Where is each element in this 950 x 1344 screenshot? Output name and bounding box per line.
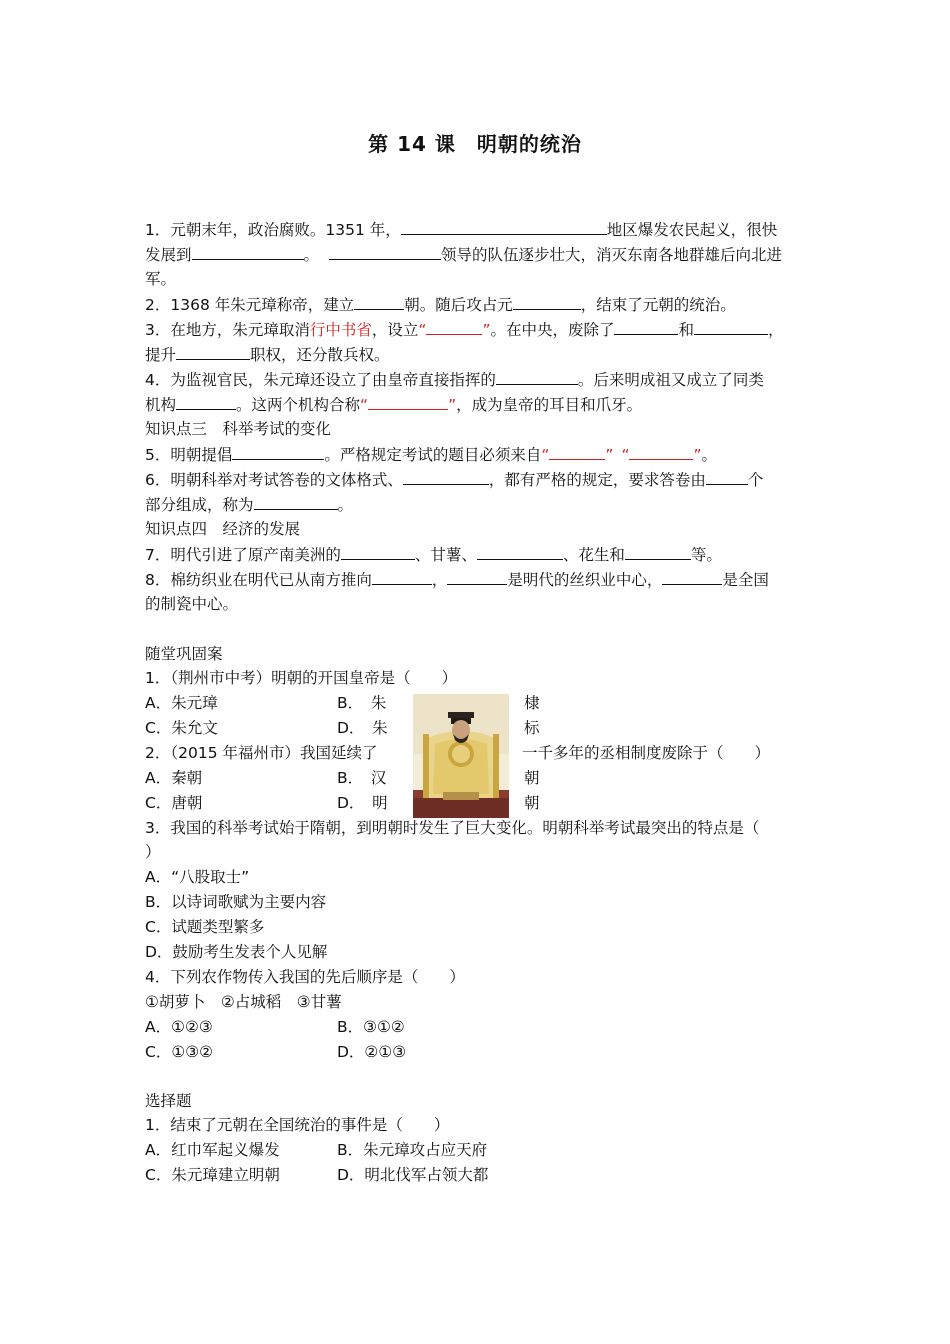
blank[interactable] [706,467,748,485]
option-c[interactable]: C．试题类型繁多 [145,918,265,936]
option-d-tail: 朝 [524,794,540,812]
option-b[interactable]: B．以诗词歌赋为主要内容 [145,893,327,911]
option-d[interactable]: D．②①③ [337,1043,407,1061]
option-b[interactable]: B． 汉 [337,769,387,787]
option-d[interactable]: D． 明 [337,794,388,812]
blank[interactable] [232,442,324,460]
option-a[interactable]: A．①②③ [145,1018,213,1036]
practice-q1-stem: 1．（荆州市中考）明朝的开国皇帝是（ ） [145,669,458,687]
section-heading: 知识点三 科举考试的变化 [145,420,332,438]
q1-line3: 军。 [145,270,177,288]
blank[interactable] [368,392,448,410]
option-b-tail: 棣 [524,694,540,712]
q3-line2: 提升 职权，还分散兵权。 [145,342,390,366]
blank[interactable] [496,367,578,385]
option-b[interactable]: B．朱元璋攻占应天府 [337,1141,488,1159]
choice-q1-stem: 1．结束了元朝在全国统治的事件是（ ） [145,1116,450,1134]
choice-heading: 选择题 [145,1092,192,1110]
blank[interactable] [341,542,415,560]
option-c[interactable]: C．唐朝 [145,794,203,812]
q6-line1: 6．明朝科举对考试答卷的文体格式、 ，都有严格的规定，要求答卷由 个 [145,467,763,491]
q3-line1: 3．在地方，朱元璋取消行中书省，设立“ ”。在中央，废除了 和 ， [145,317,784,341]
q1-line2: 发展到 。 领导的队伍逐步壮大，消灭东南各地群雄后向北进 [145,242,782,266]
practice-q3-stem: 3．我国的科举考试始于隋朝，到明朝时发生了巨大变化。明朝科举考试最突出的特点是（ [145,819,760,837]
blank[interactable] [354,292,404,310]
blank[interactable] [176,392,236,410]
option-d[interactable]: D． 朱 [337,719,388,737]
option-c[interactable]: C．朱允文 [145,719,218,737]
blank[interactable] [662,567,722,585]
blank[interactable] [629,442,693,460]
blank[interactable] [447,567,507,585]
option-c[interactable]: C．朱元璋建立明朝 [145,1166,280,1184]
q7-line: 7．明代引进了原产南美洲的 、甘薯、 、花生和 等。 [145,542,722,566]
blank[interactable] [513,292,581,310]
option-a[interactable]: A．“八股取士” [145,868,250,886]
blank[interactable] [477,542,563,560]
emperor-portrait-image [413,694,509,818]
practice-q4-items: ①胡萝卜 ②占城稻 ③甘薯 [145,993,342,1011]
blank[interactable] [176,342,250,360]
practice-q4-stem: 4．下列农作物传入我国的先后顺序是（ ） [145,968,465,986]
practice-q2-stem-tail: 一千多年的丞相制度废除于（ ） [522,744,771,762]
q8-line2: 的制瓷中心。 [145,595,239,613]
blank[interactable] [403,467,489,485]
blank[interactable] [329,242,441,260]
option-b-tail: 朝 [524,769,540,787]
blank[interactable] [372,567,432,585]
q4-line1: 4．为监视官民，朱元璋还设立了由皇帝直接指挥的 。后来明成祖又成立了同类 [145,367,764,391]
blank[interactable] [549,442,605,460]
blank[interactable] [192,242,304,260]
practice-q2-stem: 2．（2015 年福州市）我国延续了 [145,744,378,762]
q6-line2: 部分组成，称为 。 [145,492,353,516]
option-a[interactable]: A．朱元璋 [145,694,218,712]
blank[interactable] [625,542,691,560]
page-title: 第 14 课 明朝的统治 [368,132,582,156]
practice-heading: 随堂巩固案 [145,645,223,663]
option-b[interactable]: B．③①② [337,1018,405,1036]
option-b[interactable]: B． 朱 [337,694,387,712]
section-heading: 知识点四 经济的发展 [145,520,301,538]
blank[interactable] [614,317,678,335]
option-d[interactable]: D．鼓励考生发表个人见解 [145,943,328,961]
blank[interactable] [694,317,768,335]
blank[interactable] [401,217,607,235]
option-a[interactable]: A．秦朝 [145,769,203,787]
q1-line1: 1．元朝末年，政治腐败。1351 年， 地区爆发农民起义，很快 [145,217,777,241]
q5-line: 5．明朝提倡 。严格规定考试的题目必须来自“ ” “ ”。 [145,442,717,466]
option-a[interactable]: A．红巾军起义爆发 [145,1141,280,1159]
blank[interactable] [426,317,482,335]
option-d[interactable]: D．明北伐军占领大都 [337,1166,489,1184]
blank[interactable] [254,492,338,510]
q2-line: 2．1368 年朱元璋称帝，建立 朝。随后攻占元 ，结束了元朝的统治。 [145,292,736,316]
option-d-tail: 标 [524,719,540,737]
q4-line2: 机构 。这两个机构合称“ ”，成为皇帝的耳目和爪牙。 [145,392,642,416]
practice-q3-stem-tail: ） [145,843,161,861]
option-c[interactable]: C．①③② [145,1043,214,1061]
q8-line1: 8．棉纺织业在明代已从南方推向 ， 是明代的丝织业中心， 是全国 [145,567,769,591]
